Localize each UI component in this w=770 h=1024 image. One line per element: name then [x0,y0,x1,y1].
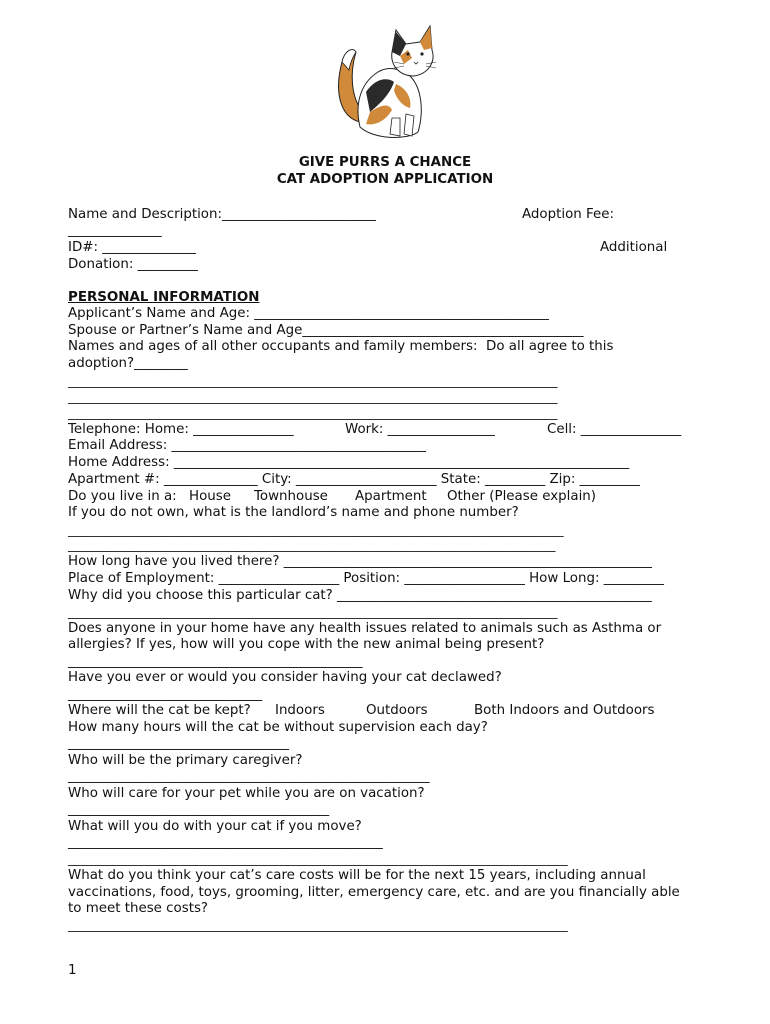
why-this-cat-answer-line[interactable]: _______________________________________________________________________________ [68,604,558,619]
title-line-2: CAT ADOPTION APPLICATION [276,172,494,187]
id-field[interactable]: ID#: ______________ [68,240,196,255]
declaw-question: Have you ever or would you consider having your cat declawed? [68,670,502,685]
live-in-question: Do you live in a: [68,489,177,504]
costs-answer-line[interactable]: __________________________________________________________________________________ [68,918,568,932]
costs-question-line-2: vaccinations, food, toys, grooming, litter, emergency care, etc. and are you financially able [68,885,680,900]
spouse-name-field[interactable]: Spouse or Partner’s Name and Age__________________________________________ [68,323,584,338]
landlord-question: If you do not own, what is the landlord’s name and phone number? [68,505,519,520]
declaw-answer-line[interactable]: _____________________________ [68,687,263,702]
option-house[interactable]: House [189,489,231,504]
supervision-question: How many hours will the cat be without supervision each day? [68,720,488,735]
option-other[interactable]: Other (Please explain) [447,489,596,504]
occupants-answer-line[interactable]: _______________________________________________________________________________ [68,389,558,404]
where-kept-question: Where will the cat be kept? [68,703,251,718]
move-answer-line[interactable]: __________________________________________________________________________________ [68,852,568,866]
home-phone-field[interactable]: Telephone: Home: _______________ [68,422,294,437]
why-this-cat-field[interactable]: Why did you choose this particular cat? _______________________________________________ [68,588,652,603]
employment-field[interactable]: Place of Employment: __________________ Position: __________________ How Long: _________ [68,571,665,586]
caregiver-question: Who will be the primary caregiver? [68,753,303,768]
cell-phone-field[interactable]: Cell: _______________ [547,422,682,437]
additional-label: Additional [600,240,668,255]
applicant-name-field[interactable]: Applicant’s Name and Age: ____________________________________________ [68,306,549,321]
option-indoors[interactable]: Indoors [275,703,325,718]
option-apartment[interactable]: Apartment [355,489,427,504]
move-question: What will you do with your cat if you move? [68,819,362,834]
option-both[interactable]: Both Indoors and Outdoors [474,703,655,718]
title-line-1: GIVE PURRS A CHANCE [298,155,472,170]
home-address-field[interactable]: Home Address: ____________________________________________________________________ [68,455,630,470]
calico-cat-illustration [330,22,440,144]
name-description-field[interactable]: Name and Description:_______________________ [68,207,376,222]
occupants-answer-line[interactable]: _______________________________________________________________________________ [68,405,558,420]
vacation-answer-line[interactable]: _______________________________________ [68,802,330,817]
health-question-line-1: Does anyone in your home have any health issues related to animals such as Asthma or [68,621,662,636]
health-question-line-2: allergies? If yes, how will you cope with the new animal being present? [68,637,545,652]
email-field[interactable]: Email Address: ______________________________________ [68,438,426,453]
page-number: 1 [68,963,77,978]
adoption-fee-label: Adoption Fee: [522,207,614,222]
caregiver-answer-line[interactable]: ______________________________________________________ [68,769,430,784]
occupants-agree-field[interactable]: adoption?________ [68,356,188,371]
occupants-question: Names and ages of all other occupants and family members: Do all agree to this [68,339,614,354]
donation-field[interactable]: Donation: _________ [68,257,198,272]
lived-there-field[interactable]: How long have you lived there? _______________________________________________________ [68,554,652,569]
costs-question-line-3: to meet these costs? [68,901,209,916]
move-answer-line[interactable]: _______________________________________________ [68,835,383,850]
personal-information-heading: PERSONAL INFORMATION [68,290,260,305]
apartment-city-state-zip-field[interactable]: Apartment #: ______________ City: _____________________ State: _________ Zip: _________ [68,472,640,487]
supervision-answer-line[interactable]: _________________________________ [68,736,289,751]
option-townhouse[interactable]: Townhouse [254,489,328,504]
health-answer-line[interactable]: ____________________________________________ [68,654,363,669]
adoption-fee-field[interactable]: ______________ [68,223,162,238]
work-phone-field[interactable]: Work: ________________ [345,422,495,437]
occupants-answer-line[interactable]: _______________________________________________________________________________ [68,373,558,388]
landlord-answer-line[interactable]: ________________________________________________________________________________ [68,538,556,552]
vacation-question: Who will care for your pet while you are on vacation? [68,786,425,801]
costs-question-line-1: What do you think your cat’s care costs will be for the next 15 years, including annual [68,868,646,883]
landlord-answer-line[interactable]: ________________________________________________________________________________ [68,522,564,537]
option-outdoors[interactable]: Outdoors [366,703,428,718]
